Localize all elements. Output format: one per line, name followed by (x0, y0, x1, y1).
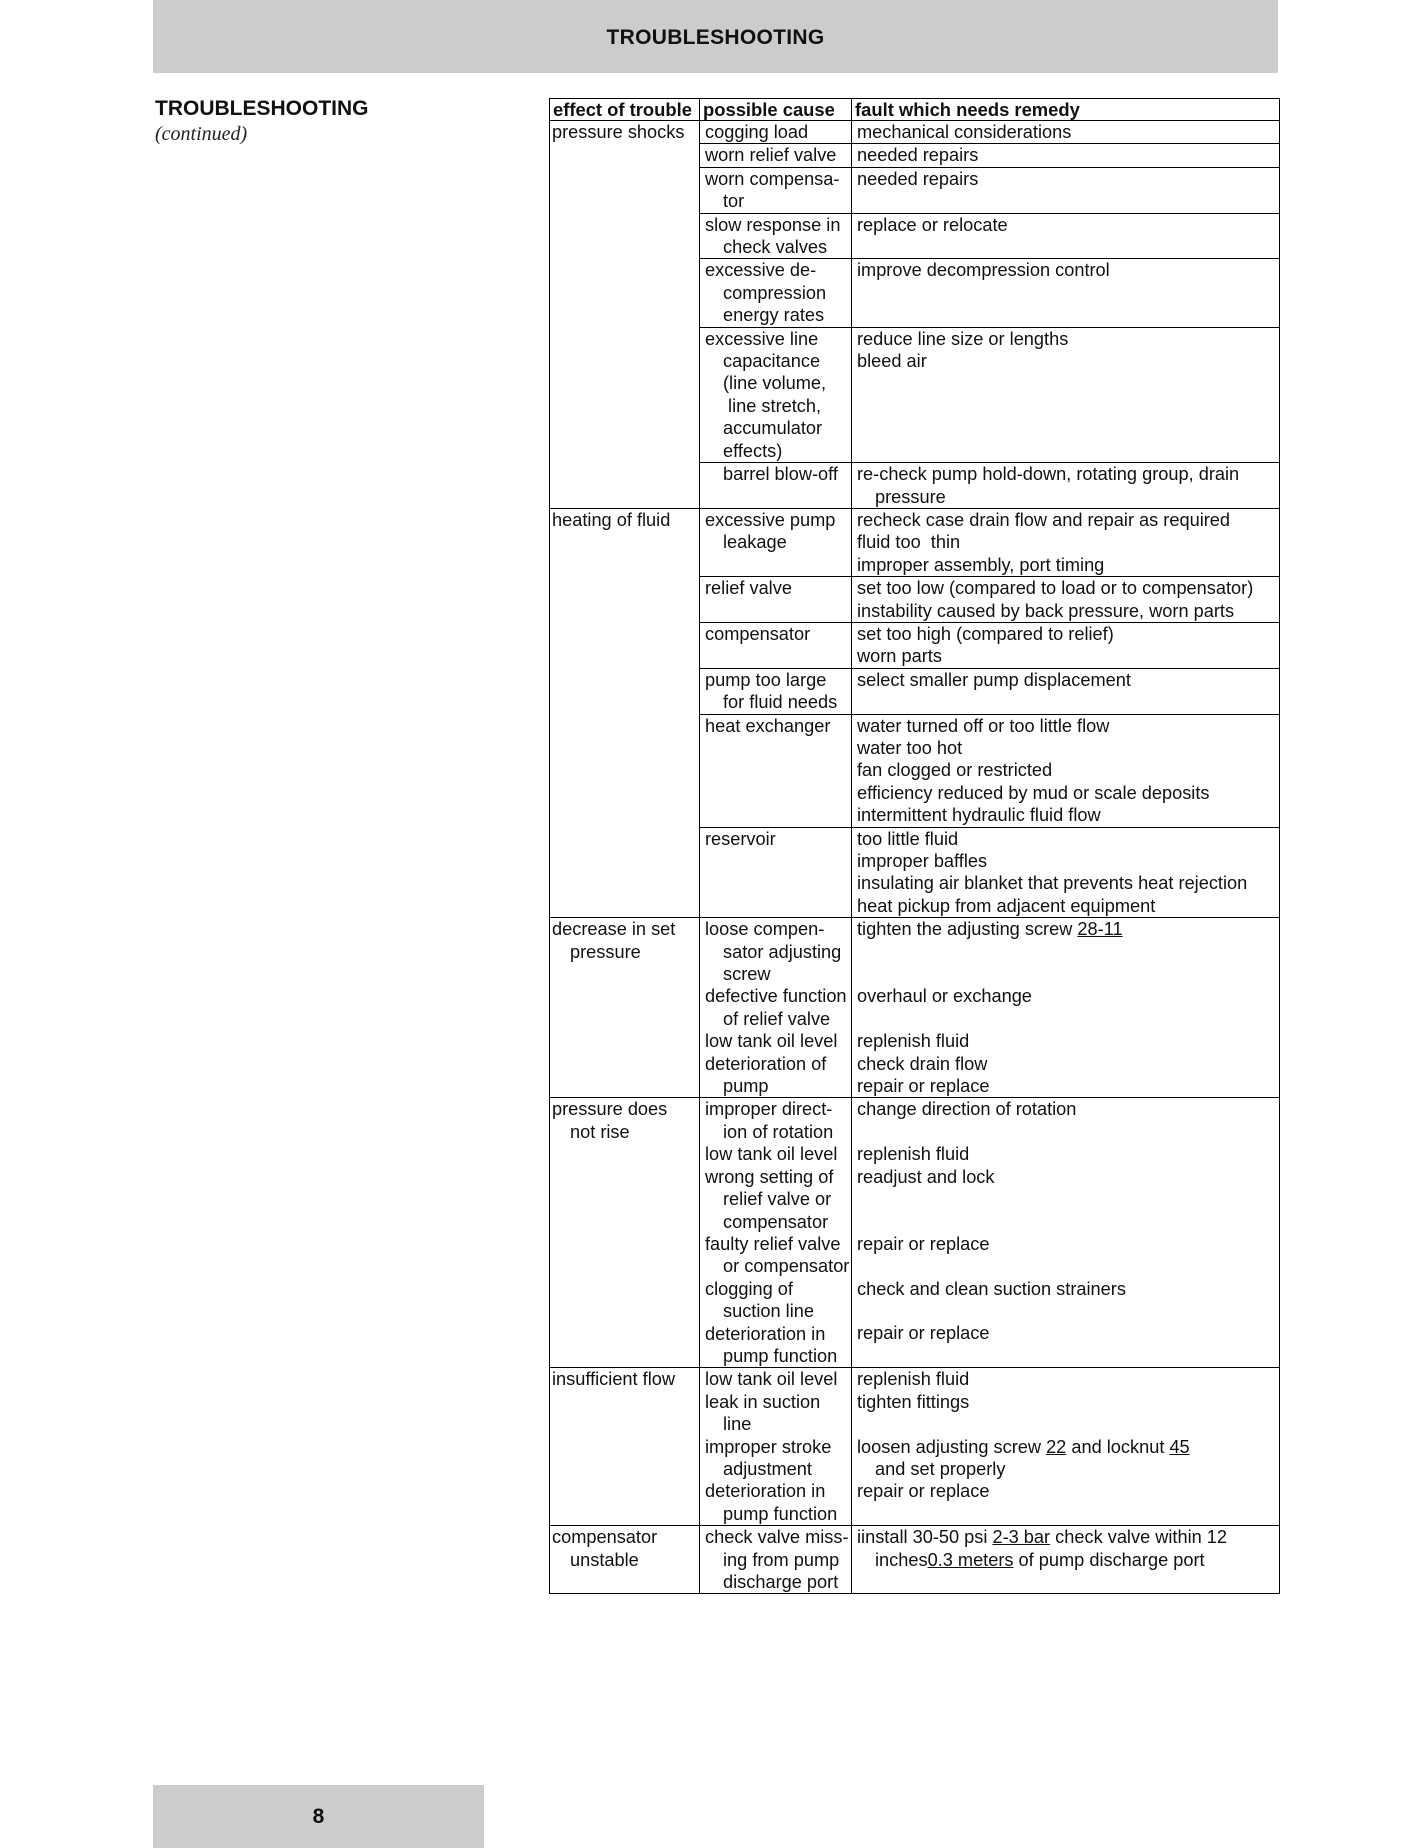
remedy-text: overhaul or exchange (857, 986, 1032, 1007)
effect-text: not rise (570, 1121, 630, 1142)
page-number: 8 (312, 1804, 325, 1828)
cause-cell (700, 1098, 852, 1368)
cause-text: ing from pump (723, 1549, 840, 1570)
cause-text: check valves (723, 237, 828, 258)
remedy-text: repair or replace (857, 1481, 990, 1502)
cause-text: for fluid needs (723, 692, 838, 713)
remedy-text: fluid too thin (857, 532, 961, 553)
page-footer-band (153, 1785, 484, 1848)
cause-text: heat exchanger (705, 715, 831, 736)
remedy-text: set too high (compared to relief) (857, 623, 1114, 644)
effect-cell (550, 918, 700, 1098)
effect-text: insufficient flow (552, 1369, 675, 1390)
remedy-cell (852, 327, 1280, 462)
remedy-cell (852, 259, 1280, 327)
remedy-cell (852, 167, 1280, 213)
remedy-text-suffix: of pump discharge port (1013, 1549, 1205, 1570)
cause-text: leakage (723, 532, 787, 553)
remedy-cell (852, 827, 1280, 918)
remedy-text (857, 1526, 1277, 1548)
cause-text: check valve miss- (705, 1527, 849, 1548)
remedy-text (857, 1549, 1277, 1571)
cause-text: relief valve (705, 578, 792, 599)
cause-cell (700, 918, 852, 1098)
remedy-text-prefix: tighten the adjusting screw (857, 919, 1078, 940)
cause-text: effects) (723, 440, 783, 461)
cause-text: energy rates (723, 305, 825, 326)
cause-text: tor (723, 191, 745, 212)
remedy-cell (852, 1368, 1280, 1526)
cause-text: excessive line (705, 328, 819, 349)
remedy-text (857, 1503, 1277, 1525)
remedy-text: repair or replace (857, 1323, 990, 1344)
remedy-cell (852, 714, 1280, 827)
cause-text: line (723, 1414, 752, 1435)
cause-text: sator adjusting (723, 941, 842, 962)
remedy-text: replenish fluid (857, 1031, 970, 1052)
cause-text: slow response in (705, 214, 841, 235)
cause-text: (line volume, (723, 373, 827, 394)
remedy-text: re-check pump hold-down, rotating group, drain (857, 464, 1240, 485)
page-header-band (153, 0, 1278, 73)
effect-text: pressure shocks (552, 122, 685, 142)
remedy-text: heat pickup from adjacent equipment (857, 895, 1156, 916)
remedy-text: check and clean suction strainers (857, 1278, 1126, 1299)
remedy-text: recheck case drain flow and repair as required (857, 509, 1231, 530)
effect-cell (550, 508, 700, 917)
cause-text: worn relief valve (705, 145, 837, 166)
cause-text: defective function (705, 986, 847, 1007)
cause-text: compression (723, 282, 827, 303)
cause-text: pump function (723, 1345, 838, 1366)
remedy-text: efficiency reduced by mud or scale deposits (857, 782, 1210, 803)
pressure-bar-reference: 2-3 bar (992, 1527, 1051, 1548)
cause-text: reservoir (705, 828, 776, 849)
effect-cell (550, 1098, 700, 1368)
remedy-text: replace or relocate (857, 214, 1008, 235)
effect-text: pressure (570, 941, 641, 962)
cause-cell (700, 714, 852, 827)
cause-text: or compensator (723, 1256, 850, 1277)
screw-reference: 28-11 (1077, 919, 1123, 940)
cause-cell (700, 121, 852, 144)
remedy-cell (852, 918, 1280, 1098)
cause-cell (700, 668, 852, 714)
cause-text: excessive pump (705, 509, 836, 530)
remedy-text: replenish fluid (857, 1144, 970, 1165)
effect-text: decrease in set (552, 919, 676, 940)
cause-text: accumulator (723, 418, 823, 439)
cause-text: relief valve or (723, 1189, 832, 1210)
remedy-text: select smaller pump displacement (857, 669, 1131, 690)
table-row (550, 1098, 1280, 1368)
locknut-reference: 45 (1169, 1436, 1190, 1457)
table-row (550, 121, 1280, 144)
remedy-text-prefix: loosen adjusting screw (857, 1436, 1047, 1457)
remedy-cell (852, 463, 1280, 509)
cause-text: cogging load (705, 122, 809, 142)
cause-text: line stretch, (723, 395, 822, 416)
cause-cell (700, 213, 852, 259)
table-row (550, 1368, 1280, 1526)
remedy-text: pressure (875, 486, 946, 507)
remedy-text: fan clogged or restricted (857, 760, 1053, 781)
remedy-text (857, 1571, 1277, 1593)
cause-text: ion of rotation (723, 1121, 834, 1142)
remedy-text: needed repairs (857, 168, 979, 189)
remedy-text: and set properly (875, 1458, 1006, 1479)
remedy-text (857, 918, 1277, 940)
table-row (550, 918, 1280, 1098)
cause-text: capacitance (723, 351, 821, 372)
remedy-text (857, 963, 1277, 985)
cause-text: compensator (723, 1211, 829, 1232)
screw-reference: 22 (1046, 1436, 1067, 1457)
remedy-text-mid: and locknut (1066, 1436, 1170, 1457)
cause-text: deterioration in (705, 1323, 826, 1344)
remedy-text: change direction of rotation (857, 1099, 1077, 1120)
remedy-text: readjust and lock (857, 1166, 995, 1187)
remedy-cell (852, 1526, 1280, 1594)
remedy-text: replenish fluid (857, 1369, 970, 1390)
remedy-cell (852, 577, 1280, 623)
effect-text: pressure does (552, 1099, 668, 1120)
remedy-text (857, 1345, 1277, 1367)
table-header-row (550, 99, 1280, 121)
remedy-text (857, 1188, 1277, 1210)
cause-text: discharge port (723, 1572, 839, 1592)
cause-cell (700, 463, 852, 509)
cause-text: loose compen- (705, 919, 825, 940)
remedy-text: intermittent hydraulic fluid flow (857, 805, 1101, 826)
effect-cell (550, 1526, 700, 1594)
cause-cell (700, 1368, 852, 1526)
remedy-text: repair or replace (857, 1076, 990, 1097)
remedy-text: set too low (compared to load or to compensator) (857, 578, 1254, 599)
remedy-text: reduce line size or lengths (857, 328, 1069, 349)
section-subheading: (continued) (155, 123, 248, 145)
cause-text: low tank oil level (705, 1144, 838, 1165)
remedy-cell (852, 121, 1280, 144)
remedy-text: repair or replace (857, 1233, 990, 1254)
header-title: TROUBLESHOOTING (606, 25, 825, 49)
column-header-effect: effect of trouble (550, 99, 700, 121)
remedy-text (857, 1413, 1277, 1435)
cause-text: excessive de- (705, 260, 817, 281)
remedy-text: instability caused by back pressure, worn parts (857, 600, 1235, 621)
cause-cell (700, 508, 852, 576)
remedy-text (857, 1008, 1277, 1030)
remedy-text (857, 1121, 1277, 1143)
remedy-text: improve decompression control (857, 260, 1110, 281)
remedy-text (857, 941, 1277, 963)
cause-text: clogging of (705, 1278, 793, 1299)
cause-cell (700, 167, 852, 213)
cause-text: low tank oil level (705, 1369, 838, 1390)
distance-meters-reference: 0.3 meters (927, 1549, 1014, 1570)
cause-text: low tank oil level (705, 1031, 838, 1052)
cause-text: of relief valve (723, 1008, 831, 1029)
remedy-text-prefix: inches (875, 1549, 928, 1570)
remedy-cell (852, 668, 1280, 714)
cause-cell (700, 577, 852, 623)
remedy-text: mechanical considerations (857, 122, 1072, 142)
section-heading: TROUBLESHOOTING (155, 97, 369, 120)
cause-text: pump (723, 1076, 769, 1097)
remedy-cell (852, 622, 1280, 668)
remedy-text: too little fluid (857, 828, 959, 849)
cause-text: wrong setting of (705, 1166, 834, 1187)
remedy-text: needed repairs (857, 145, 979, 166)
remedy-cell (852, 1098, 1280, 1368)
cause-text: compensator (705, 623, 811, 644)
cause-text: deterioration in (705, 1481, 826, 1502)
remedy-text (857, 1255, 1277, 1277)
remedy-text: water turned off or too little flow (857, 715, 1110, 736)
cause-text: improper stroke (705, 1436, 832, 1457)
cause-cell (700, 144, 852, 167)
cause-text: leak in suction (705, 1391, 821, 1412)
cause-text: barrel blow-off (723, 464, 838, 485)
cause-text: pump function (723, 1503, 838, 1524)
effect-text: heating of fluid (552, 509, 671, 530)
remedy-text (857, 1210, 1277, 1232)
remedy-text: insulating air blanket that prevents heat rejection (857, 873, 1248, 894)
remedy-text-prefix: iinstall 30-50 psi (857, 1527, 993, 1548)
table-row (550, 1526, 1280, 1594)
remedy-text: tighten fittings (857, 1391, 970, 1412)
cause-text: worn compensa- (705, 168, 840, 189)
remedy-text: improper assembly, port timing (857, 554, 1105, 575)
effect-cell (550, 1368, 700, 1526)
effect-text: compensator (552, 1527, 658, 1548)
cause-text: suction line (723, 1301, 814, 1322)
cause-cell (700, 259, 852, 327)
column-header-cause: possible cause (700, 99, 852, 121)
remedy-cell (852, 508, 1280, 576)
cause-text: deterioration of (705, 1053, 827, 1074)
effect-text: unstable (570, 1549, 639, 1570)
cause-text: screw (723, 964, 771, 985)
remedy-text: worn parts (857, 646, 942, 667)
column-header-remedy: fault which needs remedy (852, 99, 1280, 121)
remedy-text: bleed air (857, 351, 927, 372)
cause-cell (700, 1526, 852, 1594)
cause-text: adjustment (723, 1458, 812, 1479)
cause-text: faulty relief valve (705, 1233, 841, 1254)
effect-cell (550, 121, 700, 509)
remedy-text: check drain flow (857, 1053, 988, 1074)
table-row (550, 508, 1280, 576)
remedy-text: improper baffles (857, 851, 988, 871)
cause-cell (700, 827, 852, 918)
remedy-text (857, 1300, 1277, 1322)
cause-text: pump too large (705, 669, 827, 690)
troubleshooting-table (549, 98, 1280, 1594)
cause-text: improper direct- (705, 1099, 833, 1120)
cause-cell (700, 622, 852, 668)
remedy-text: water too hot (857, 737, 963, 758)
remedy-cell (852, 213, 1280, 259)
remedy-text-mid: check valve within 12 (1050, 1527, 1228, 1548)
remedy-cell (852, 144, 1280, 167)
cause-cell (700, 327, 852, 462)
remedy-text (857, 1436, 1277, 1458)
